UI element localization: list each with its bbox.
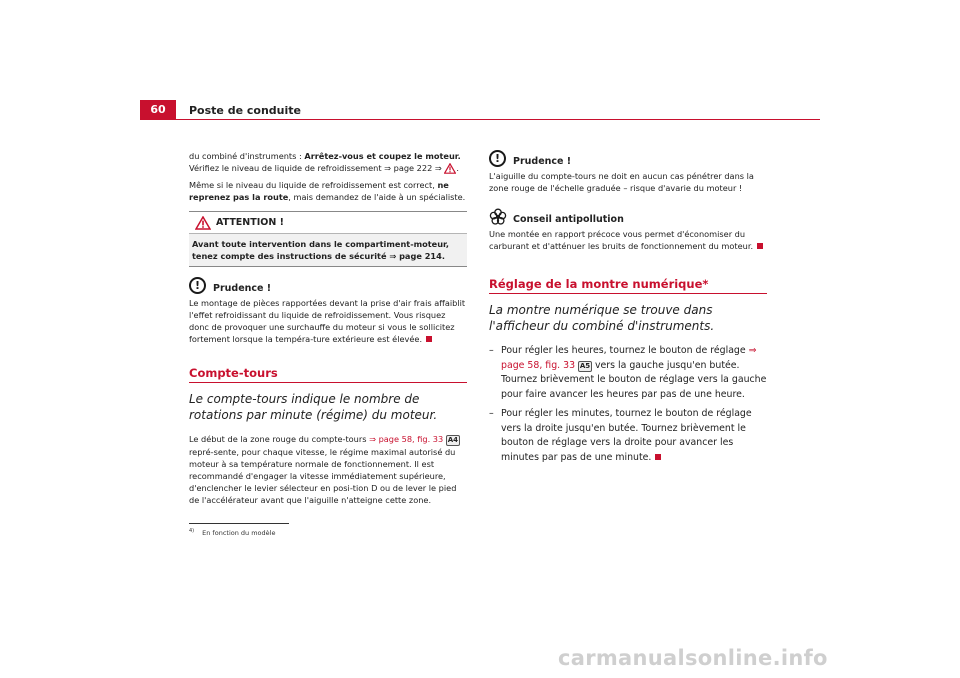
warning-triangle-icon bbox=[195, 216, 211, 230]
attention-text: Avant toute intervention dans le compartiment-moteur, tenez compte des instructions de sécurité ⇒ page 214. bbox=[192, 239, 449, 261]
text-run: Le début de la zone rouge du compte-tours bbox=[189, 434, 370, 444]
attention-title: ATTENTION ! bbox=[216, 217, 284, 228]
text-run: repré-sente, pour chaque vitesse, le régime maximal autorisé du moteur à sa température normale de fonctionnement. Il est recommandé d'engager la vitesse immédiatement supérieure, d'enclencher le levier sélecteur en posi-tion D ou de lever le pied de l'accélérateur avant que l'aiguille n'atteigne cette zone. bbox=[189, 447, 457, 505]
footnote bbox=[189, 528, 275, 537]
section-subtitle: Le compte-tours indique le nombre de rotations par minute (régime) du moteur. bbox=[189, 392, 438, 422]
exclamation-circle-icon: ! bbox=[189, 277, 206, 294]
left-column bbox=[189, 150, 467, 511]
step-dash: – bbox=[489, 345, 494, 356]
conseil-header bbox=[489, 208, 767, 228]
watermark: carmanualsonline.info bbox=[558, 646, 828, 670]
section-subtitle: La montre numérique se trouve dans l'afficheur du combiné d'instruments. bbox=[489, 303, 715, 333]
text-run: Pour régler les heures, tournez le bouton de réglage bbox=[501, 345, 749, 356]
attention-box bbox=[189, 211, 467, 267]
right-column bbox=[489, 150, 767, 470]
text-run: du combiné d'instruments : bbox=[189, 151, 305, 161]
prudence-title: Prudence ! bbox=[213, 283, 272, 294]
header-divider bbox=[176, 119, 820, 120]
conseil-text bbox=[489, 228, 767, 252]
section-title-compte-tours: Compte-tours bbox=[189, 367, 467, 383]
footnote-divider bbox=[189, 523, 289, 524]
intro-paragraph-1 bbox=[189, 150, 467, 174]
text-run: Pour régler les minutes, tournez le bouton de réglage vers la droite jusqu'en butée. Tournez brièvement le bouton de réglage vers la droite pour avancer les minutes par pas de une minute. bbox=[501, 408, 752, 463]
section-title-montre: Réglage de la montre numérique* bbox=[489, 278, 767, 294]
section-end-marker bbox=[426, 336, 432, 342]
page-number: 60 bbox=[140, 100, 176, 120]
instruction-step bbox=[489, 407, 767, 465]
intro-paragraph-2 bbox=[189, 179, 467, 203]
text-run: , mais demandez de l'aide à un spécialiste. bbox=[288, 192, 466, 202]
footnote-text: En fonction du modèle bbox=[202, 529, 276, 538]
warning-triangle-icon bbox=[444, 163, 456, 174]
step-dash: – bbox=[489, 408, 494, 419]
page-reference-link[interactable]: ⇒ page 58, fig. 33 bbox=[369, 434, 444, 444]
prudence-header bbox=[489, 150, 767, 170]
page-reference-link[interactable]: ⇒ page 58, fig. 33 bbox=[501, 345, 757, 371]
compte-tours-paragraph bbox=[189, 433, 467, 506]
footnote-marker: 4) bbox=[189, 528, 195, 534]
text-run: Le montage de pièces rapportées devant la prise d'air frais affaiblit l'effet refroidissant du liquide de refroidissement. Vous risquez donc de provoquer une surchauffe du moteur si vous le sollicitez fortement lorsque la tempéra-ture extérieure est élevée. bbox=[189, 298, 466, 344]
text-run: vers la gauche jusqu'en butée. Tournez brièvement le bouton de réglage vers la gauche pour faire avancer les heures par pas de une heure. bbox=[501, 359, 767, 400]
text-run: Vérifiez le niveau de liquide de refroidissement ⇒ page 222 ⇒ bbox=[189, 163, 445, 173]
prudence-text bbox=[189, 297, 467, 345]
text-run: Même si le niveau du liquide de refroidissement est correct, bbox=[189, 180, 438, 190]
prudence-text: L'aiguille du compte-tours ne doit en aucun cas pénétrer dans la zone rouge de l'échelle graduée – risque d'avarie du moteur ! bbox=[489, 171, 754, 193]
emphasis-text: ne reprenez pas la route bbox=[189, 180, 449, 202]
text-run: Une montée en rapport précoce vous permet d'économiser du carburant et d'atténuer les bruits de fonctionnement du moteur. bbox=[489, 229, 754, 251]
attention-header bbox=[189, 212, 467, 234]
text-run: . bbox=[456, 163, 459, 173]
section-end-marker bbox=[655, 454, 661, 460]
instruction-step bbox=[489, 344, 767, 402]
prudence-header bbox=[189, 277, 467, 297]
section-end-marker bbox=[757, 243, 763, 249]
conseil-title: Conseil antipollution bbox=[513, 214, 624, 225]
flower-eco-icon bbox=[489, 208, 507, 226]
exclamation-circle-icon: ! bbox=[489, 150, 506, 167]
emphasis-text: Arrêtez-vous et coupez le moteur. bbox=[304, 151, 461, 161]
prudence-title: Prudence ! bbox=[513, 156, 572, 167]
figure-callout-badge: A5 bbox=[579, 361, 591, 370]
page-header-title: Poste de conduite bbox=[189, 104, 301, 117]
figure-callout-badge: A4 bbox=[447, 436, 458, 444]
